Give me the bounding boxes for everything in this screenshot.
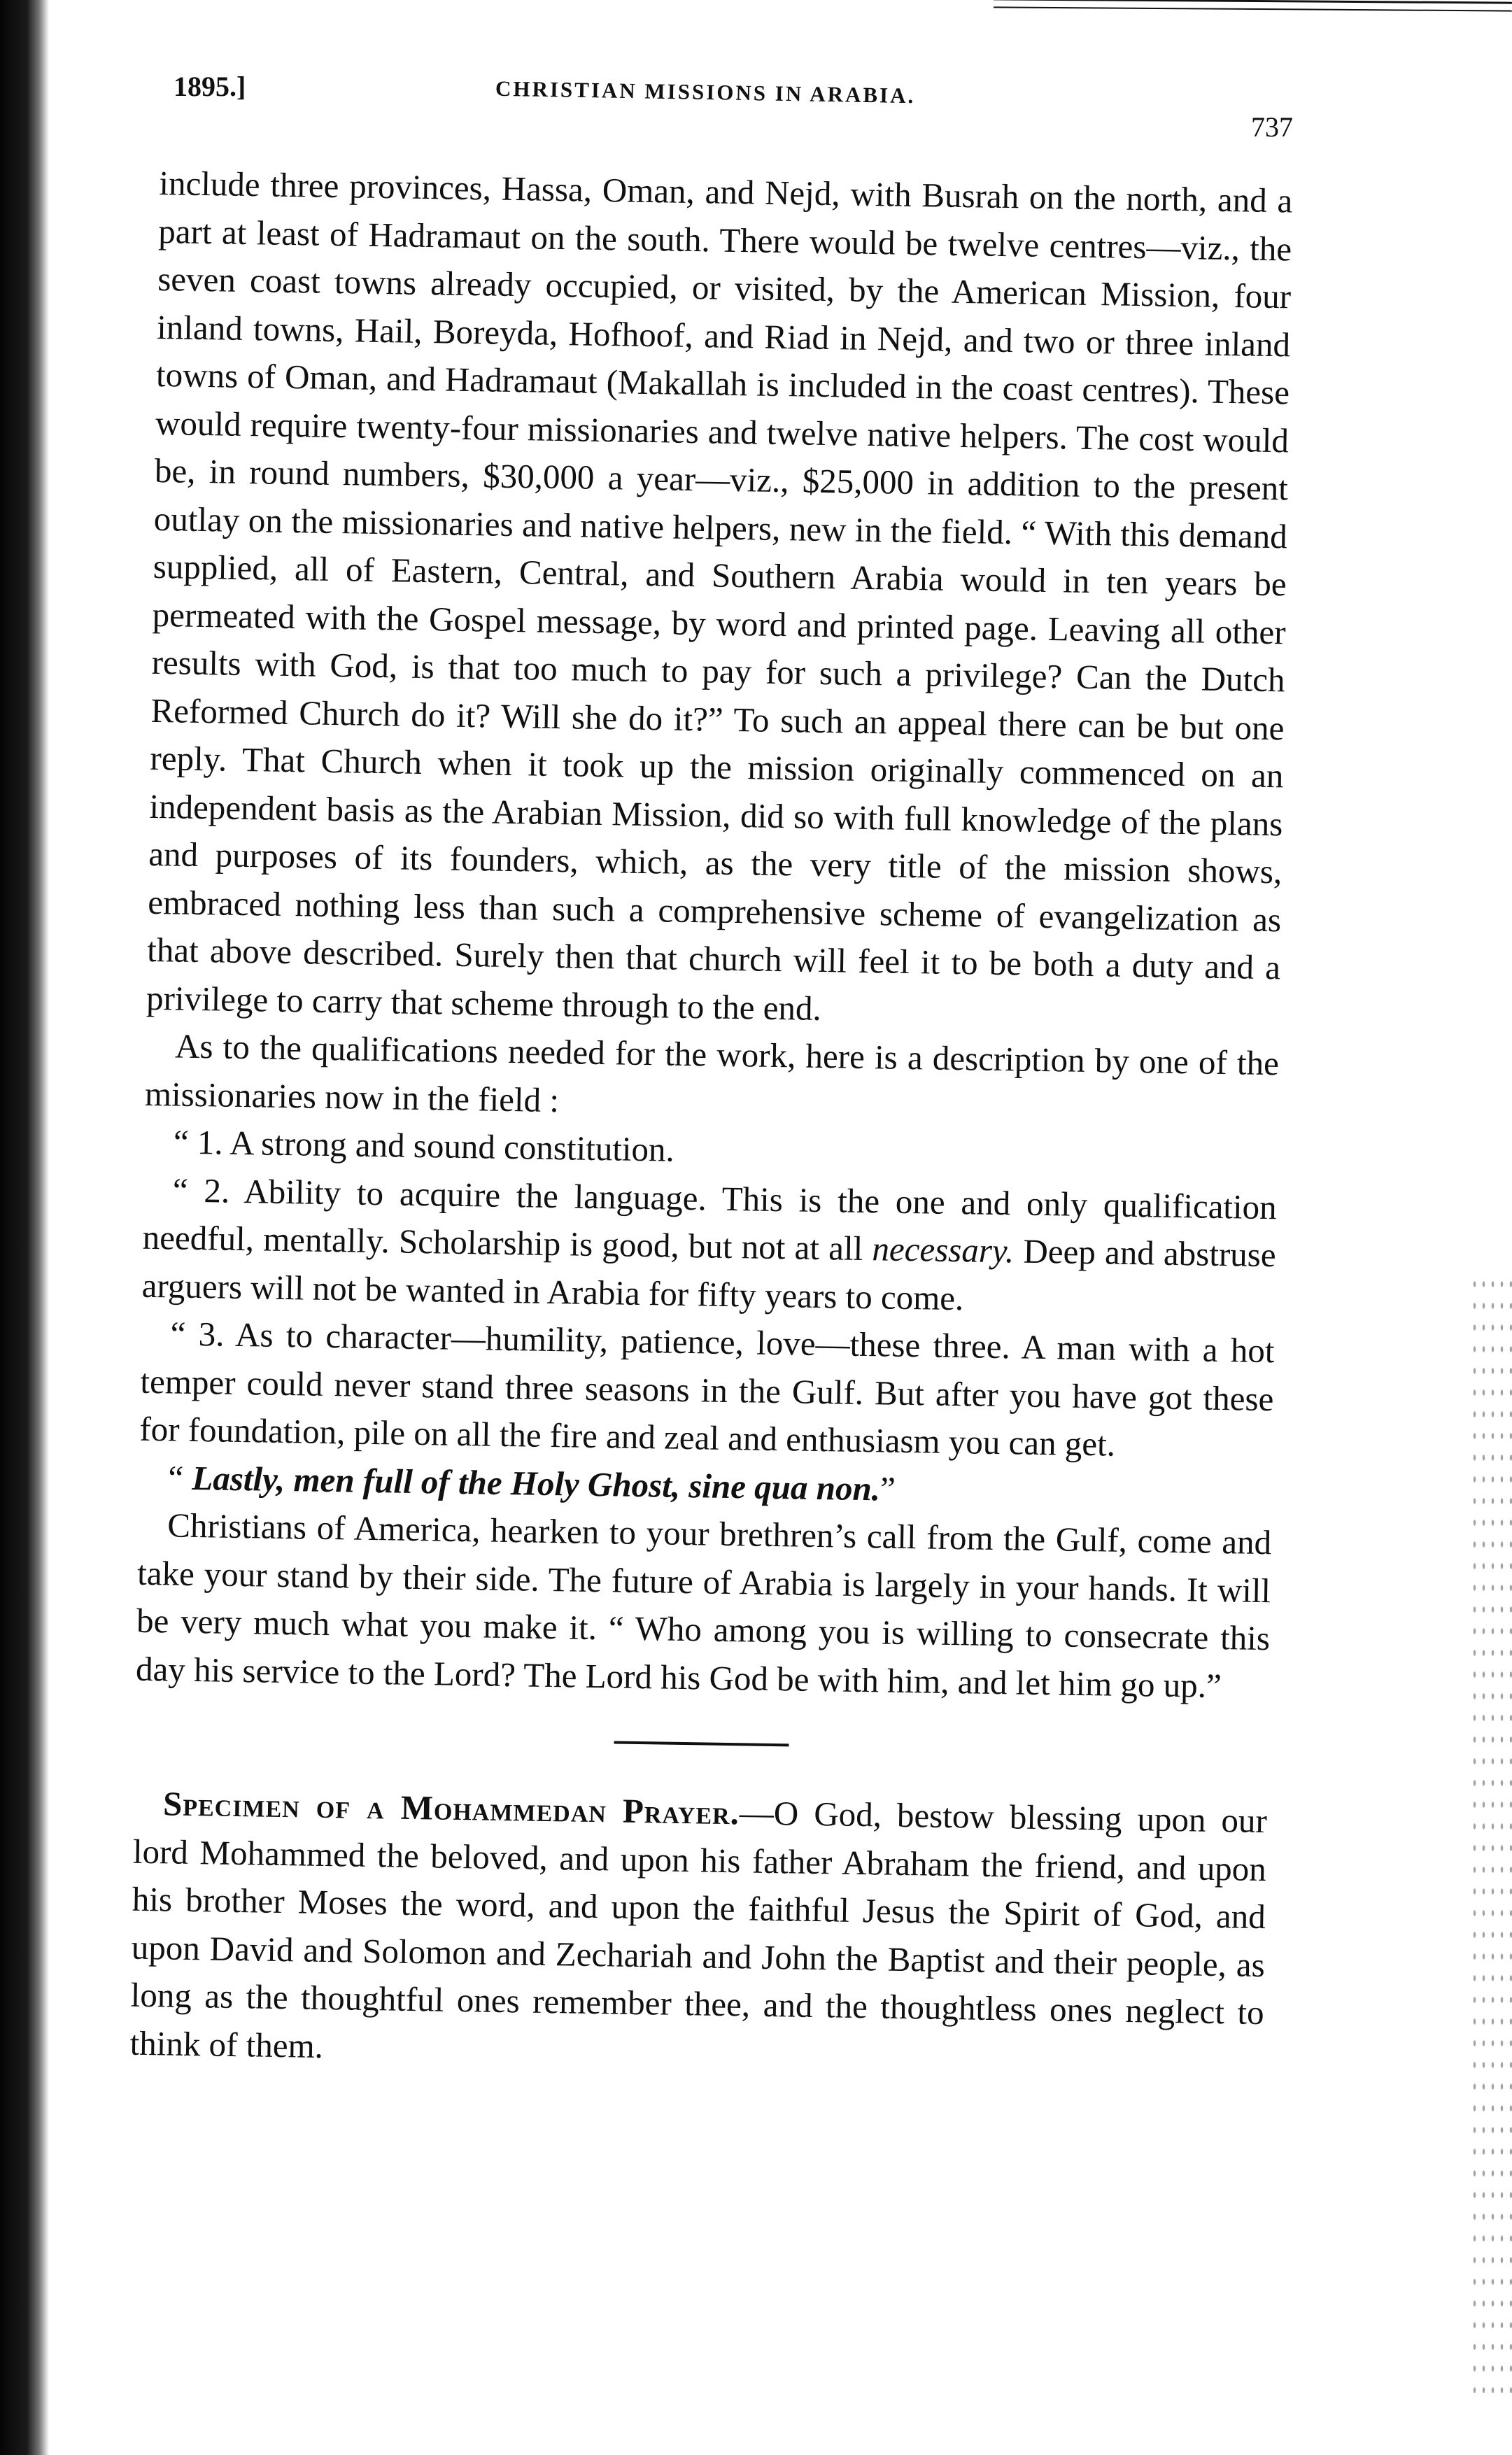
qualification-4-text: Lastly, men full of the Holy Ghost, sine qua non. [191, 1458, 881, 1508]
paragraph-appeal: Christians of America, hearken to your brethren’s call from the Gulf, come and take your stand by their side. The future of Arabia is largely in your hands. It will be very much what you make it. “ Who among you is willing to consecrate this day his service to the Lord? The Lord his God be with him, and let him go up.” [135, 1506, 1272, 1705]
qualification-2-start: “ 2. Ability to acquire the language. This is the one and only qualification needful, mentally. Scholarship is good, but not at all [142, 1170, 1278, 1268]
margin-specks [1470, 1273, 1512, 2393]
prayer-paragraph [129, 1780, 1267, 2085]
running-head-year: 1895.] [174, 71, 246, 102]
running-head [160, 55, 1293, 160]
qualification-2-emphasis: necessary. [872, 1229, 1015, 1271]
page-binding-shadow [0, 0, 49, 2455]
qualification-3: “ 3. As to character—humility, patience, love—these three. A man with a hot temper could never stand three seasons in the Gulf. But after you have got these for foundation, pile on all the fire and zeal and enthusiasm you can get. [139, 1314, 1275, 1464]
book-page [129, 55, 1293, 2067]
article-body [129, 160, 1293, 2085]
qualification-4-close-quote: ” [879, 1469, 896, 1508]
prayer-text: —O God, bestow blessing upon our lord Mohammed the beloved, and upon his father Abraham the friend, and upon his brother Moses the word, and upon the faithful Jesus the Spirit of God, and upon David and Solomon and Zechariah and John the Baptist and their people, as long as the thoughtful ones remember thee, and the thoughtless ones neglect to think of them. [129, 1793, 1268, 2065]
qualification-2-end: Deep and abstruse arguers will not be wanted in Arabia for fifty years to come. [141, 1231, 1277, 1317]
qualification-2 [141, 1166, 1277, 1327]
prayer-heading: Specimen of a Mohammedan Prayer. [162, 1784, 740, 1832]
top-border-rule [994, 0, 1512, 12]
qualification-1: “ 1. A strong and sound constitution. [173, 1122, 675, 1169]
running-head-title: CHRISTIAN MISSIONS IN ARABIA. [495, 76, 916, 108]
page-number: 737 [1251, 111, 1293, 143]
paragraph-qualifications-intro: As to the qualifications needed for the work, here is a description by one of the missionaries now in the field : [144, 1026, 1280, 1119]
section-divider [614, 1741, 789, 1746]
paragraph-continued: include three provinces, Hassa, Oman, and Nejd, with Busrah on the north, and a part at least of Hadramaut on the south. There would be twelve centres—viz., the seven coast towns already occupied, or visited, by the American Mission, four inland towns, Hail, Boreyda, Hofhoof, and Riad in Nejd, and two or three inland towns of Oman, and Hadramaut (Makallah is included in the coast centres). These would require twenty-four missionaries and twelve native helpers. The cost would be, in round numbers, $30,000 a year—viz., $25,000 in addition to the present outlay on the missionaries and native helpers, new in the field. “ With this demand supplied, all of Eastern, Central, and Southern Arabia would in ten years be permeated with the Gospel message, by word and printed page. Leaving all other results with God, is that too much to pay for such a privilege? Can the Dutch Reformed Church do it? Will she do it?” To such an appeal there can be but one reply. That Church when it took up the mission originally commenced on an independent basis as the Arabian Mission, did so with full knowledge of the plans and purposes of its founders, which, as the very title of the mission shows, embraced nothing less than such a comprehensive scheme of evangelization as that above described. Surely then that church will feel it to be both a duty and a privilege to carry that scheme through to the end. [146, 163, 1293, 1028]
qualification-4-open-quote: “ [167, 1457, 192, 1497]
